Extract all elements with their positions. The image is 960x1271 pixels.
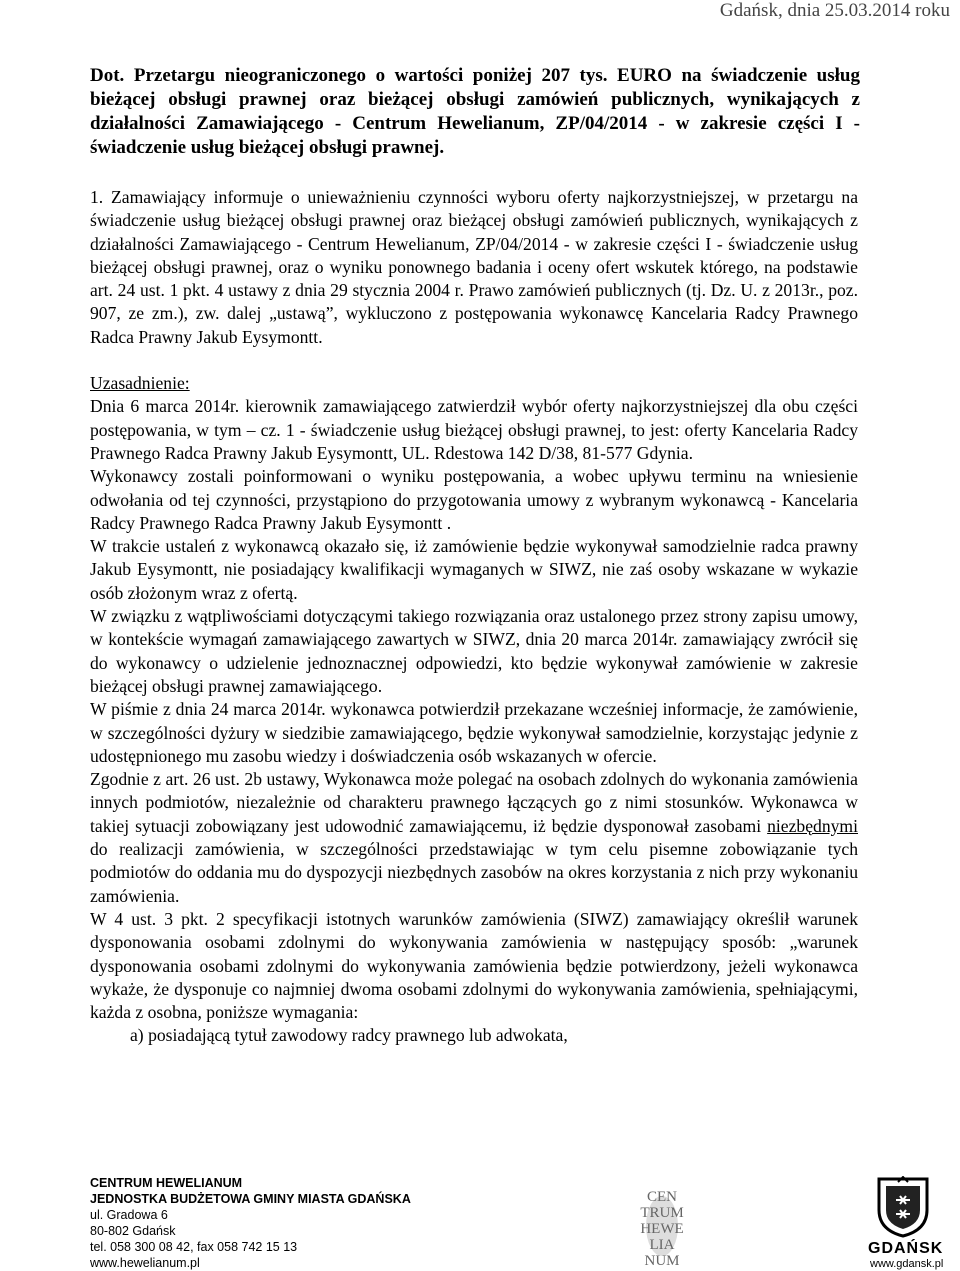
paragraph-8: W 4 ust. 3 pkt. 2 specyfikacji istotnych warunków zamówienia (SIWZ) zamawiający określił warunek dysponowania osobami zdolnymi do wykonywania zamówienia w następujący sposób: „warunek dysponowania osobami zdolnymi do wykonywania zamówienia będzie potwierdzony, jeżeli wykonawca wykaże, że dysponuje co najmniej dwoma osobami zdolnymi do wykonywania zamówienia, spełniającymi, każda z osobna, poniższe wymagania: [90, 908, 858, 1023]
svg-text:NUM: NUM [644, 1253, 680, 1268]
paragraph-7: Zgodnie z art. 26 ust. 2b ustawy, Wykonawca może polegać na osobach zdolnych do wykonania zamówienia innych podmiotów, niezależnie od charakteru prawnego łączących go z nimi stosunków. Wykonawca w takiej sytuacji zobowiązany jest udowodnić zamawiającemu, iż będzie dysponował zasobami niezbędnymi do realizacji zamówienia, w szczególności przedstawiając w tym celu pisemne zobowiązanie tych podmiotów do oddania mu do dyspozycji niezbędnych zasobów na okres korzystania z nich przy wykonaniu zamówienia. [90, 769, 858, 906]
svg-text:LIA: LIA [649, 1237, 675, 1253]
svg-text:TRUM: TRUM [640, 1205, 684, 1221]
paragraph-4: W trakcie ustaleń z wykonawcą okazało się, iż zamówienie będzie wykonywał samodzielnie radca prawny Jakub Eysymontt, nie posiadający kwalifikacji wymaganych w SIWZ, nie zaś osoby wskazane w wykazie osób złożonym wraz z ofertą. [90, 536, 858, 603]
paragraph-1: 1. Zamawiający informuje o unieważnieniu czynności wyboru oferty najkorzystniejszej, w przetargu na świadczenie usług bieżącej obsługi prawnej oraz bieżącej obsługi zamówień publicznych, wynikających z działalności Zamawiającego - Centrum Hewelianum, ZP/04/2014 - w zakresie części I - świadczenie usług bieżącej obsługi prawnej, oraz o wyniku ponownego badania i oceny ofert wskutek którego, na podstawie art. 24 ust. 1 pkt. 4 ustawy z dnia 29 stycznia 2004 r. Prawo zamówień publicznych (tj. Dz. U. z 2013r., poz. 907, ze zm.), zw. dalej „ustawą”, wykluczono z postępowania wykonawcę Kancelaria Radcy Prawnego Radca Prawny Jakub Eysymontt. [90, 187, 858, 347]
uzasadnienie-heading: Uzasadnienie: [90, 373, 190, 394]
svg-text:HEWE: HEWE [640, 1221, 684, 1237]
paragraph-3: Wykonawcy zostali poinformowani o wyniku postępowania, a wobec upływu terminu na wniesienie odwołania od tej czynności, przystąpiono do przygotowania umowy z wybranym wykonawcą - Kancelaria Radcy Prawnego Radca Prawny Jakub Eysymontt . [90, 466, 858, 533]
gdansk-url: www.gdansk.pl [870, 1258, 944, 1270]
list-item-a: a) posiadającą tytuł zawodowy radcy prawnego lub adwokata, [130, 1025, 568, 1046]
footer-address: CENTRUM HEWELIANUM JEDNOSTKA BUDŻETOWA GMINY MIASTA GDAŃSKA ul. Gradowa 6 80-802 Gdańsk tel. 058 300 08 42, fax 058 742 15 13 www.hewelianum.pl [90, 1176, 411, 1270]
hewelianum-logo [614, 1186, 710, 1268]
document-title: Dot. Przetargu nieograniczonego o wartości poniżej 207 tys. EURO na świadczenie usług bieżącej obsługi prawnej oraz bieżącej obsługi zamówień publicznych, wynikających z działalności Zamawiającego - Centrum Hewelianum, ZP/04/2014 - w zakresie części I - świadczenie usług bieżącej obsługi prawnej. [90, 65, 860, 158]
gdansk-crest-icon [876, 1176, 930, 1238]
paragraph-2: Dnia 6 marca 2014r. kierownik zamawiającego zatwierdził wybór oferty najkorzystniejszej dla obu części postępowania, w tym – cz. 1 - świadczenie usług bieżącej obsługi prawnej, to jest: oferty Kancelaria Radcy Prawnego Radca Prawny Jakub Eysymontt, UL. Rdestowa 142 D/38, 81-577 Gdynia. [90, 396, 858, 463]
svg-text:CEN: CEN [647, 1189, 677, 1205]
paragraph-5: W związku z wątpliwościami dotyczącymi takiego rozwiązania oraz ustalonego przez strony zapisu umowy, w kontekście wymagań zamawiającego zawartych w SIWZ, dnia 20 marca 2014r. zamawiający zwrócił się do wykonawcy o udzielenie jednoznacznej odpowiedzi, kto będzie wykonywał zamówienie w zakresie bieżącej obsługi prawnej zamawiającego. [90, 606, 858, 696]
document-date: Gdańsk, dnia 25.03.2014 roku [719, 0, 950, 21]
gdansk-wordmark: GDAŃSK [868, 1240, 944, 1257]
paragraph-6: W piśmie z dnia 24 marca 2014r. wykonawca potwierdził przekazane wcześniej informacje, że zamówienie, w szczególności dyżury w siedzibie zamawiającego, będzie wykonywał samodzielnie, korzystając jedynie z udostępnionego mu zasobu wiedzy i doświadczenia osób wskazanych w ofercie. [90, 699, 858, 766]
document-body [90, 186, 858, 1048]
